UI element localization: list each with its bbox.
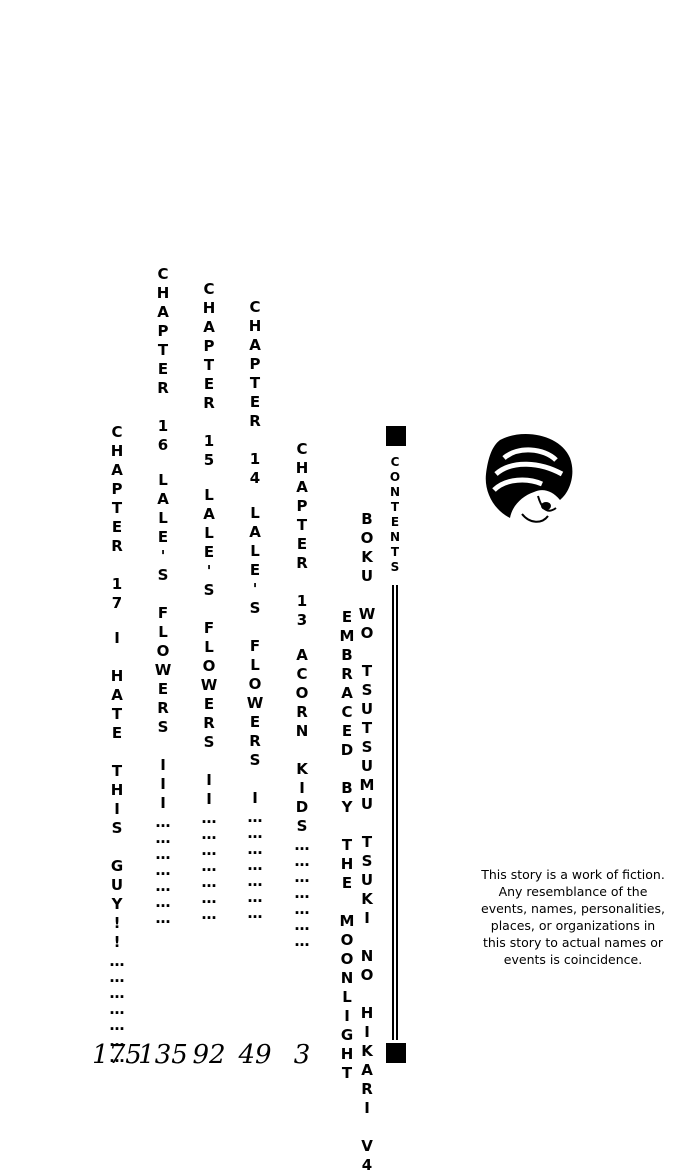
chapter-title: LALE'S FLOWERS I [246, 504, 264, 808]
leader-dots: ………………… [154, 813, 172, 925]
page-number-chapter-15: 92 [192, 1040, 226, 1070]
page-number-chapter-13: 3 [293, 1040, 311, 1070]
chapter-label: CHAPTER 14 [246, 298, 264, 488]
stylized-face-logo-icon [482, 430, 577, 530]
leader-dots: ………………… [200, 809, 218, 921]
chapter-14-entry[interactable] [247, 298, 262, 920]
book-title-japanese: BOKU WO TSUTSUMU TSUKI NO HIKARI V4 [358, 510, 376, 1175]
top-square-marker [386, 426, 406, 446]
chapter-title: LALE'S FLOWERS III [154, 471, 172, 813]
chapter-16-entry[interactable] [155, 265, 170, 925]
book-title-english: EMBRACED BY THE MOONLIGHT [338, 608, 356, 1083]
chapter-label: CHAPTER 17 [108, 423, 126, 613]
leader-dots: ………………… [246, 808, 264, 920]
chapter-label: CHAPTER 13 [293, 440, 311, 630]
chapter-label: CHAPTER 16 [154, 265, 172, 455]
page-number-chapter-14: 49 [238, 1040, 272, 1070]
chapter-title: ACORN KIDS [293, 646, 311, 836]
chapter-17-entry[interactable] [109, 423, 124, 1064]
chapter-title: I HATE THIS GUY!! [108, 629, 126, 952]
chapter-13-entry[interactable] [294, 440, 309, 948]
leader-dots: ………………… [108, 952, 126, 1064]
contents-title: CONTENTS [388, 455, 402, 575]
chapter-15-entry[interactable] [201, 280, 216, 921]
chapter-title: LALE'S FLOWERS II [200, 486, 218, 809]
double-rule-divider [392, 585, 398, 1040]
fiction-disclaimer: This story is a work of fiction. Any resemblance of the events, names, personalities, places, or organizations in this story to actual names or events is coincidence. [481, 867, 665, 967]
page-number-chapter-17: 175 [92, 1040, 142, 1070]
bottom-square-marker [386, 1043, 406, 1063]
leader-dots: ………………… [293, 836, 311, 948]
page-number-chapter-16: 135 [138, 1040, 188, 1070]
chapter-label: CHAPTER 15 [200, 280, 218, 470]
